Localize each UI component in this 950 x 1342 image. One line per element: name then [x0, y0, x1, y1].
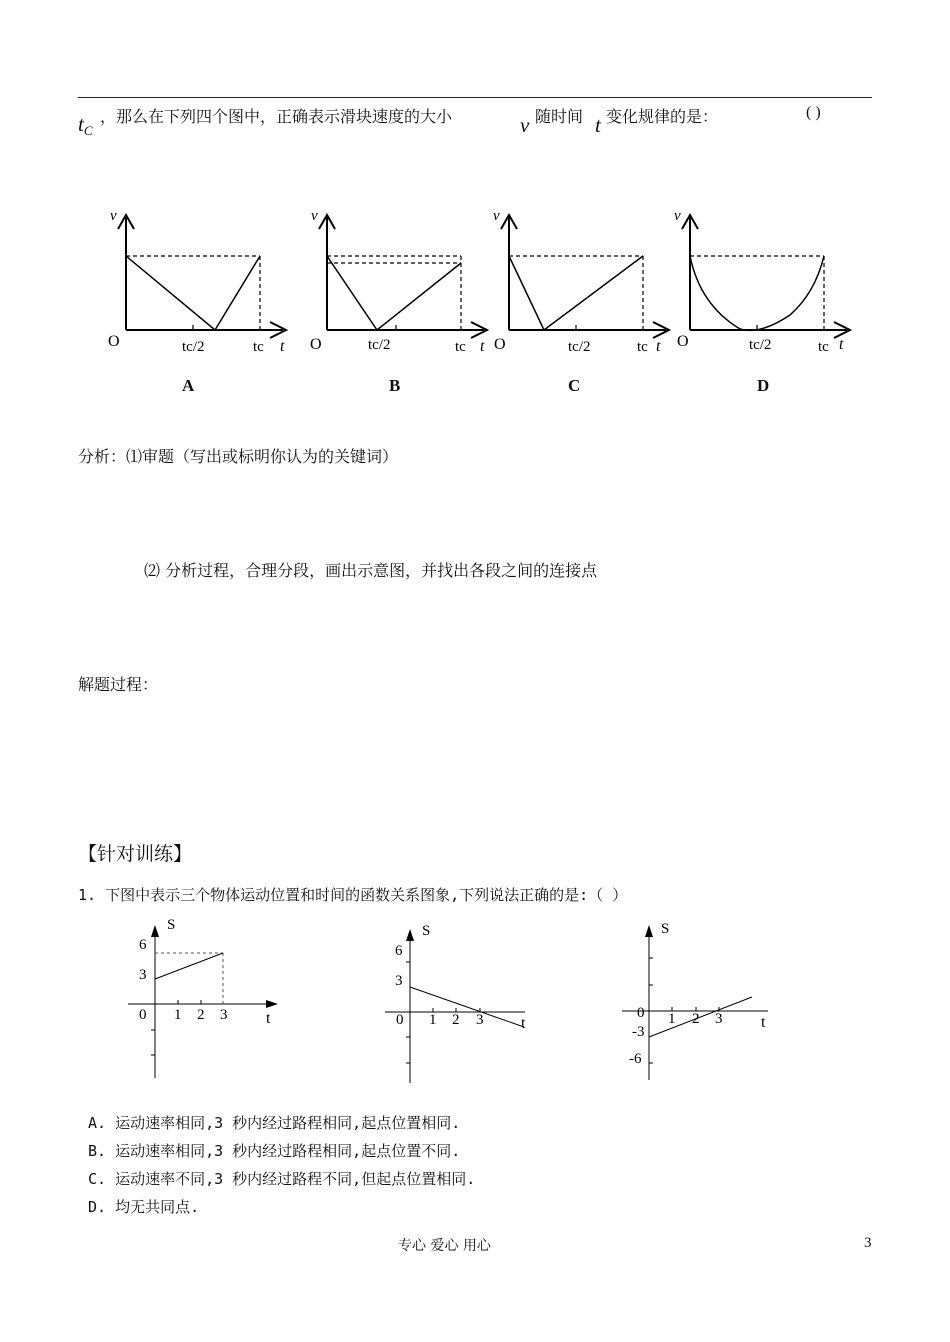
st1-t-label: t — [266, 1010, 271, 1027]
option-c: C. 运动速率不同,3 秒内经过路程不同,但起点位置相同. — [88, 1170, 476, 1188]
st1-x-1: 1 — [174, 1007, 182, 1023]
graph-d-t-label: t — [839, 336, 844, 353]
question-text-b: 随时间 — [535, 107, 584, 126]
st3-x-2: 2 — [692, 1011, 700, 1027]
question-text-c: 变化规律的是： — [606, 107, 719, 126]
st1-x-3: 3 — [220, 1007, 228, 1023]
st-graphs — [0, 915, 950, 1095]
st3-s-label: S — [661, 921, 670, 937]
footer-center: 专心 爱心 用心 — [398, 1238, 491, 1254]
st1-y-6: 6 — [139, 937, 147, 953]
graph-a-origin: O — [108, 333, 120, 350]
graph-label-a: A — [182, 376, 195, 395]
graph-b-t-label: t — [480, 338, 485, 355]
graph-a-v-label: v — [110, 208, 117, 224]
graph-b-half-label: tc/2 — [368, 337, 391, 353]
st2-t-label: t — [521, 1015, 526, 1032]
option-b: B. 运动速率相同,3 秒内经过路程相同,起点位置不同. — [88, 1142, 461, 1160]
v-symbol: v — [520, 113, 530, 137]
st2-x-1: 1 — [429, 1012, 437, 1028]
top-rule — [78, 97, 872, 98]
graph-d — [674, 208, 850, 355]
question-text-a: ，那么在下列四个图中，正确表示滑块速度的大小 — [100, 107, 453, 126]
vt-graphs — [0, 195, 950, 405]
graph-a-end-label: tc — [253, 339, 264, 355]
st3-x-1: 1 — [668, 1011, 676, 1027]
solution-heading: 解题过程： — [78, 675, 159, 694]
t-symbol: t — [595, 113, 601, 137]
graph-d-v-label: v — [674, 208, 681, 224]
st1-x-2: 2 — [197, 1007, 205, 1023]
st3-y-neg3: -3 — [632, 1024, 645, 1040]
st2-y-6: 6 — [395, 943, 403, 959]
graph-d-end-label: tc — [818, 339, 829, 355]
graph-label-c: C — [568, 376, 581, 395]
option-d: D. 均无共同点. — [88, 1198, 200, 1216]
graph-c-origin: O — [494, 336, 506, 353]
training-question-1: 1. 下图中表示三个物体运动位置和时间的函数关系图象,下列说法正确的是:（ ） — [78, 886, 628, 904]
st1-y-3: 3 — [139, 967, 147, 983]
graph-a — [108, 208, 286, 355]
graph-b-origin: O — [310, 336, 322, 353]
answer-paren: ( ) — [806, 104, 821, 121]
graph-c-t-label: t — [656, 338, 661, 355]
st3-x-3: 3 — [715, 1011, 723, 1027]
graph-b — [310, 208, 487, 355]
graph-label-b: B — [389, 376, 401, 395]
graph-d-half-label: tc/2 — [749, 337, 772, 353]
graph-a-half-label: tc/2 — [182, 339, 205, 355]
st1-origin: 0 — [139, 1007, 147, 1023]
graph-label-d: D — [757, 376, 770, 395]
graph-c-v-label: v — [493, 208, 500, 224]
tc-symbol: $t_C$ — [78, 112, 93, 139]
graph-c — [493, 208, 669, 355]
st2-y-3: 3 — [395, 973, 403, 989]
st2-x-2: 2 — [452, 1012, 460, 1028]
st2-x-3: 3 — [476, 1012, 484, 1028]
graph-a-t-label: t — [280, 338, 285, 355]
graph-b-end-label: tc — [455, 339, 466, 355]
graph-d-origin: O — [677, 333, 689, 350]
analysis-step-2: ⑵ 分析过程，合理分段，画出示意图，并找出各段之间的连接点 — [144, 561, 598, 580]
st-graph-2 — [385, 923, 526, 1083]
graph-c-half-label: tc/2 — [568, 339, 591, 355]
st2-s-label: S — [422, 923, 431, 939]
graph-c-end-label: tc — [637, 339, 648, 355]
st2-origin: 0 — [396, 1012, 404, 1028]
page-number: 3 — [864, 1235, 872, 1251]
analysis-step-1: 分析：⑴审题（写出或标明你认为的关键词） — [78, 447, 399, 466]
graph-b-v-label: v — [311, 208, 318, 224]
training-heading: 【针对训练】 — [78, 843, 193, 865]
st-graph-3 — [622, 921, 768, 1080]
st-graph-1 — [128, 917, 278, 1078]
st3-t-label: t — [761, 1014, 766, 1031]
st3-y-neg6: -6 — [629, 1051, 642, 1067]
st1-s-label: S — [167, 917, 176, 933]
option-a: A. 运动速率相同,3 秒内经过路程相同,起点位置相同. — [88, 1114, 461, 1132]
st3-origin: 0 — [637, 1005, 645, 1021]
